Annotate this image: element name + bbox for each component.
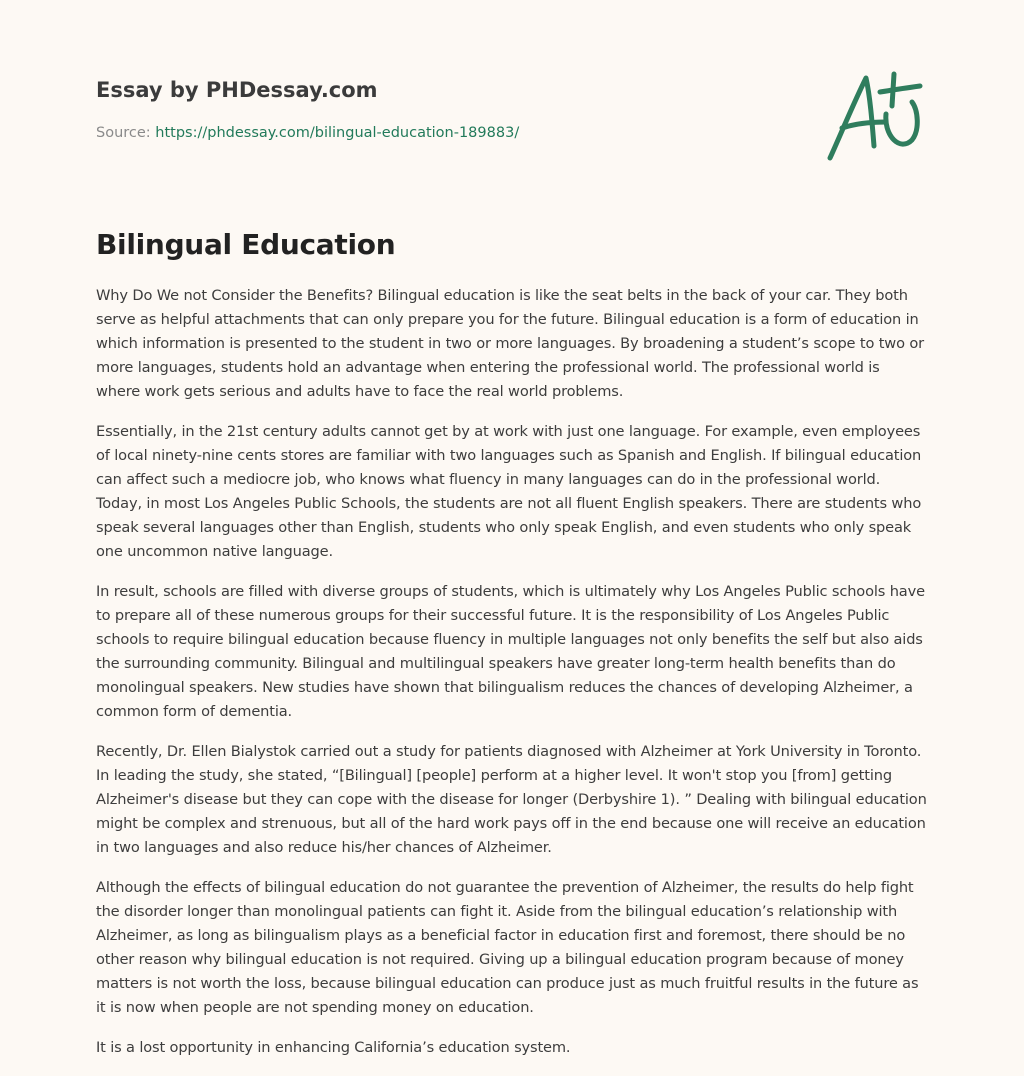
- source-line: [96, 123, 519, 143]
- a-plus-logo-icon: [820, 66, 930, 166]
- source-link[interactable]: https://phdessay.com/bilingual-education-189883/: [155, 125, 520, 141]
- essay-paragraph: Why Do We not Consider the Benefits? Bilingual education is like the seat belts in the back of your car. They both serve as helpful attachments that can only prepare you for the future. Bilingual education is a form of education in which information is presented to the student in two or more languages. By broadening a student’s scope to two or more languages, students hold an advantage when entering the professional world. The professional world is where work gets serious and adults have to face the real world problems.: [96, 287, 924, 400]
- essay-paragraph: In result, schools are filled with diverse groups of students, which is ultimately why Los Angeles Public schools have to prepare all of these numerous groups for their successful future. It is the responsibility of Los Angeles Public schools to require bilingual education because fluency in multiple languages not only benefits the self but also aids the surrounding community. Bilingual and multilingual speakers have greater long-term health benefits than do monolingual speakers. New studies have shown that bilingualism reduces the chances of developing Alzheimer, a common form of dementia.: [96, 583, 925, 720]
- essay-paragraph: Essentially, in the 21st century adults cannot get by at work with just one language. For example, even employees of local ninety-nine cents stores are familiar with two languages such as Spanish and English. If bilingual education can affect such a mediocre job, who knows what fluency in many languages can do in the professional world. Today, in most Los Angeles Public Schools, the students are not all fluent English speakers. There are students who speak several languages other than English, students who only speak English, and even students who only speak one uncommon native language.: [96, 423, 922, 560]
- source-label: Source:: [96, 125, 156, 141]
- essay-paragraph: Although the effects of bilingual education do not guarantee the prevention of Alzheimer, the results do help fight the disorder longer than monolingual patients can fight it. Aside from the bilingual education’s relationship with Alzheimer, as long as bilingualism plays as a beneficial factor in education first and foremost, there should be no other reason why bilingual education is not required. Giving up a bilingual education program because of money matters is not worth the loss, because bilingual education can produce just as much fruitful results in the future as it is now when people are not spending money on education.: [96, 879, 919, 1016]
- essay-paragraph: Recently, Dr. Ellen Bialystok carried out a study for patients diagnosed with Alzheimer at York University in Toronto. In leading the study, she stated, “[Bilingual] [people] perform at a higher level. It won't stop you [from] getting Alzheimer's disease but they can cope with the disease for longer (Derbyshire 1). ” Dealing with bilingual education might be complex and strenuous, but all of the hard work pays off in the end because one will receive an education in two languages and also reduce his/her chances of Alzheimer.: [96, 743, 927, 856]
- essay-paragraph: It is a lost opportunity in enhancing California’s education system.: [96, 1039, 571, 1056]
- essay-body: [96, 284, 928, 1076]
- site-title: Essay by PHDessay.com: [96, 78, 378, 102]
- essay-title: Bilingual Education: [96, 228, 396, 261]
